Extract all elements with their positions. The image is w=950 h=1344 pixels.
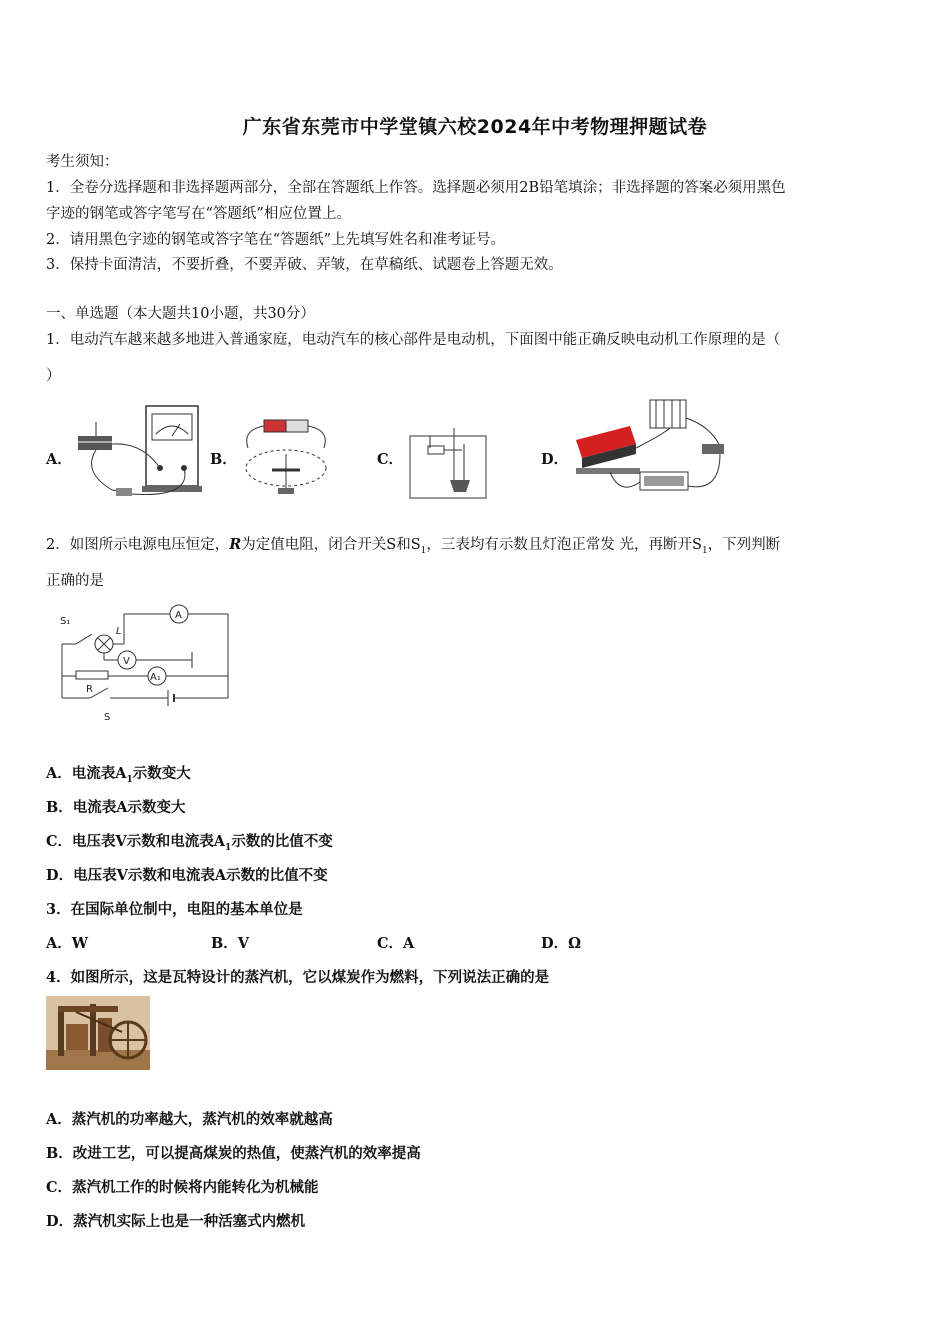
- notice-item-1-cont: 字迹的钢笔或答字笔写在“答题纸”相应位置上。: [46, 206, 351, 222]
- q2-stem-part4: ，下列判断: [707, 537, 781, 553]
- q2-option-c-text-end: 示数的比值不变: [231, 833, 333, 850]
- q1-figure-a: [72, 402, 204, 504]
- notice-heading: 考生须知：: [46, 154, 119, 170]
- q1-option-c-label: C．: [377, 451, 404, 468]
- q4-option-d: D．蒸汽机实际上也是一种活塞式内燃机: [46, 1213, 306, 1230]
- q2-stem-part1: 2．如图所示电源电压恒定，: [46, 537, 230, 553]
- q2-option-c-sub: 1: [225, 842, 232, 853]
- circuit-label-a1: A₁: [150, 672, 161, 683]
- q3-option-a: A．W: [46, 935, 89, 952]
- q2-stem-sub1: 1: [420, 545, 427, 556]
- q2-option-c-text: C．电压表V示数和电流表A: [46, 833, 226, 850]
- q1-figure-c: [406, 424, 490, 502]
- q1-option-a-label: A．: [46, 451, 72, 468]
- q4-steam-engine-photo: [46, 996, 150, 1070]
- q2-option-a-text-end: 示数变大: [132, 765, 191, 782]
- q2-option-b-text: B．电流表A示数变大: [46, 799, 186, 816]
- q3-option-b: B．V: [211, 935, 250, 952]
- q2-option-a-sub: 1: [126, 774, 133, 785]
- q2-stem-r: R: [229, 536, 242, 553]
- q3-options: [46, 932, 906, 952]
- q1-stem: 1．电动汽车越来越多地进入普通家庭，电动汽车的核心部件是电动机，下面图中能正确反映电动机工作原理的是（: [46, 332, 781, 348]
- q4-option-b: B．改进工艺，可以提高煤炭的热值，使蒸汽机的效率提高: [46, 1145, 421, 1162]
- q2-option-b: [46, 796, 906, 817]
- q1-figure-b: [238, 414, 334, 502]
- q2-stem-part3: ，三表均有示数且灯泡正常发 光，再断开S: [426, 537, 702, 553]
- q1-option-b-label: B．: [210, 451, 237, 468]
- q2-stem-line2: 正确的是: [46, 573, 104, 589]
- q2-stem-sub2: 1: [701, 545, 708, 556]
- q3-stem: 3．在国际单位制中，电阻的基本单位是: [46, 901, 303, 918]
- q3-option-d: D．Ω: [541, 935, 581, 952]
- q1-stem-close: ）: [46, 368, 61, 384]
- circuit-label-r: R: [86, 684, 93, 695]
- q4-stem: 4．如图所示，这是瓦特设计的蒸汽机，它以煤炭作为燃料，下列说法正确的是: [46, 969, 550, 986]
- q2-option-d: [46, 864, 906, 885]
- notice-item-1: 1．全卷分选择题和非选择题两部分，全部在答题纸上作答。选择题必须用2B铅笔填涂；非选择题的答案必须用黑色: [46, 180, 786, 196]
- circuit-label-v: V: [123, 656, 130, 667]
- q3-option-c: C．A: [377, 935, 415, 952]
- q1-option-d-label: D．: [541, 451, 569, 468]
- q1-figure-d: [570, 396, 730, 504]
- circuit-label-l: L: [116, 626, 122, 637]
- q2-option-a: [46, 762, 906, 785]
- section-heading: 一、单选题（本大题共10小题，共30分）: [46, 306, 315, 322]
- notice-item-2: 2．请用黑色字迹的钢笔或答字笔在“答题纸”上先填写姓名和准考证号。: [46, 232, 506, 248]
- q2-stem: [46, 533, 906, 556]
- q2-option-c: [46, 830, 906, 853]
- q2-stem-part2: 为定值电阻，闭合开关S和S: [241, 537, 421, 553]
- notice-item-3: 3．保持卡面清洁，不要折叠，不要弄破、弄皱，在草稿纸、试题卷上答题无效。: [46, 257, 563, 273]
- q4-option-c: C．蒸汽机工作的时候将内能转化为机械能: [46, 1179, 319, 1196]
- exam-title: 广东省东莞市中学堂镇六校2024年中考物理押题试卷: [242, 116, 708, 138]
- q4-option-a: A．蒸汽机的功率越大，蒸汽机的效率就越高: [46, 1111, 333, 1128]
- circuit-label-a: A: [175, 610, 182, 621]
- q2-circuit-diagram: [46, 600, 236, 726]
- circuit-label-s: S: [104, 712, 111, 723]
- q2-option-d-text: D．电压表V示数和电流表A示数的比值不变: [46, 867, 328, 884]
- q2-option-a-text: A．电流表A: [46, 765, 127, 782]
- circuit-label-s1: S₁: [60, 616, 71, 627]
